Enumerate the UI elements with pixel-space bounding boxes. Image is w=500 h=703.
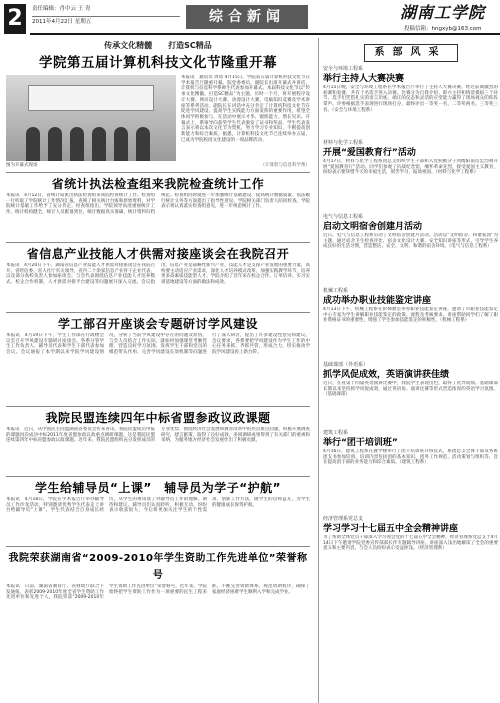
lead-photo [6,75,176,161]
photo-person [92,127,106,161]
sidebar-item [323,214,498,285]
sidebar-ribbon [323,40,498,62]
article-title: 省统计执法检查组来我院检查统计工作 [51,177,265,191]
item-body: 4月15日晚，安全与环境工程系在学术报告厅举行了主持人大赛决赛。经过前期激烈的初赛和复赛，共有十名选手进入决赛。比赛分为自我介绍、即兴主持和情景模拟三个环节，选手们凭借扎实的语言功底、端庄的仪态和灵活的应变能力赢得了现场观众的阵阵掌声。评委根据选手表现进行现场打分，最终评出一等奖一名、二等奖两名、三等奖三名。（安全与环境工程系） [323,85,498,113]
divider [6,172,310,173]
article-title: 学生给辅导员“上课” 辅导员为学子“护航” [34,481,282,495]
item-body: 近日，电气与信息工程系启动了文明宿舍创建月活动。活动以“文明宿舍、和谐家园”为主题，通过宿舍卫生检查评比、宿舍文化设计大赛、安全知识讲座等形式，引导学生养成良好的生活习惯，营造整洁、安全、文明、和谐的宿舍环境。（电气与信息工程系） [323,233,498,250]
lead-photo-block [6,75,176,168]
sidebar-column [318,38,498,703]
article-body: 本报讯 4月20日下午，湖南省信息产业技能人才供需对接座谈会在我院召开。省经信委、省人社厅有关领导，省内二十余家信息产业骨干企业代表，以及部分高校负责人参加座谈会。与会代表围绕信息产业技能人才培养模式、校企合作机制、人才供需对接平台建设等问题展开深入交流。会议指出，信息产业是战略性新兴产业，技能人才是支撑产业发展的重要力量，高校要主动适应产业需求，深化人才培养模式改革，加强实践教学环节，培养更多高素质技能型人才。学院介绍了近年来在校企合作、订单培养、实习实训基地建设等方面的做法和成效。 [6,263,310,286]
article-title: 学工部召开座谈会专题研讨学风建设 [57,317,258,331]
item-title: 成功举办职业技能鉴定讲座 [323,296,432,306]
newspaper-logo: 湖南工学院 [400,3,486,22]
item-kicker: 基础课部（外语系） [323,362,369,368]
section-title: 综合新闻 [186,5,308,29]
sidebar-item [323,66,498,137]
item-kicker: 机械工程系 [323,288,349,294]
masthead-rule [30,33,500,35]
sidebar-item [323,288,498,359]
divider [6,312,310,313]
article-title: 省信息产业技能人才供需对接座谈会在我院召开 [26,247,290,261]
sidebar-item [323,140,498,211]
lead-body: 本报讯 通讯员 周琦 4月15日，学院第五届计算机科技文化节在学术报告厅隆重开幕。院党委委员、副院长出席开幕式并讲话，计算机与信息科学系师生代表参加开幕式。本届科技文化节以“传承文化精髓、打造SC精品”为主题，历时一个月，将开展程序设计大赛、网页设计大赛、动漫设计大赛、电脑知识竞赛及学术讲座等系列活动。副院长在讲话中充分肯定了计算机科技文化节在促进学风建设、提高学生实践能力方面发挥的重要作用，希望全体同学积极参与，在活动中展示才华、锻炼能力、增长见识。开幕式上，系领导向获奖学生代表颁发了证书和奖品，学生代表发言表示将以本次文化节为契机，努力学习专业知识，不断提高创新能力和综合素质。据悉，计算机科技文化节已连续举办五届，已成为学院校园文化建设的一项品牌活动。 [181,75,310,143]
lead-credit: （计算机与信息科学系） [260,163,310,168]
article-title: 我院荣获湖南省“2009-2010年学生资助工作先进单位”荣誉称号 [8,553,308,581]
date-line: 2011年4月22日 星期五 [32,16,180,27]
item-body: 4月17日，材料与化学工程系团总支组织学生干部和入党积极分子到衡阳南岳忠烈祠开展“爱国教育行”活动。同学们参观了抗战纪念馆，缅怀革命先烈，接受爱国主义教育，纷纷表示要珍惜今天的幸福生活，刻苦学习，报效祖国。（材料与化学工程系） [323,159,498,176]
lead-story [6,75,310,168]
item-kicker: 经济管理系党总支 [323,516,364,522]
item-kicker: 安全与环境工程系 [323,66,364,72]
article-body: 本报讯 4月12日，省统计局派出执法检查组来我院检查统计工作。检查组一行听取了学院统计工作情况汇报，查阅了相关统计台账和原始资料，对学院统计基础工作给予了充分肯定。检查组指出，学院领导高度重视统计工作，统计机构健全，统计人员配备到位，统计数据真实准确，统计资料归档规范。检查组同时就进一步加强统计基础建设、提高统计数据质量、依法履行统计义务等方面提出了指导性意见。学院相关部门负责人陪同检查。学院表示将认真落实检查组意见，进一步规范统计工作。 [6,193,310,216]
masthead-meta [32,4,180,27]
sidebar-item [323,516,498,593]
lead-headline: 学院第五届计算机科技文化节隆重开幕 [39,55,277,71]
item-kicker: 材料与化学工程系 [323,140,364,146]
divider [6,406,310,407]
divider [6,242,310,243]
divider [6,476,310,477]
masthead [0,0,500,36]
photo-person [136,127,150,161]
submission-email: 投稿信箱：hngxyb@163.com [404,26,482,32]
photo-person [26,127,40,161]
item-body: 为了帮助全体党员干部深入学习领会党的十七届五中全会精神，经济管理系党总支于4月14日下午邀请学院党委宣传部部长作专题辅导讲座。讲座深入浅出地解读了全会的重要意义和主要内容，与会人员纷纷表示受益匪浅。（经济管理系） [323,535,498,552]
article-body: 本报讯 4月19日下午，学生工作部在行政楼会议室召开学风建设专题研讨座谈会。各系分管学生工作负责人、辅导员代表和学生干部代表参加会议。会议通报了本学期以来学院学风建设情况，分析了当前学风建设中存在的问题及原因。与会人员结合工作实际，就如何加强课堂考勤管理、营造良好学习氛围、发挥学生干部和党员的模范带头作用、完善学风建设长效机制等问题进行了深入研讨，提出了许多建设性意见和建议。会议要求，各系要把学风建设作为学生工作的中心任务来抓，齐抓共管，形成合力，切实推动学院学风建设再上新台阶。 [6,333,310,356]
item-title: 学习学习十七届五中全会精神讲座 [323,524,459,534]
sidebar-item [323,430,498,513]
editors-line: 责任编辑：肖中云 王 青 [32,6,91,12]
item-body: 近日，在省第十四届英语演讲比赛中，我院学生表现出色，取得了优异成绩。基础课部长期以来坚持抓学风促成效，通过英语角、演讲比赛等形式营造浓厚的英语学习氛围。（基础课部） [323,381,498,398]
article-body: 本报讯 4月18日，学院在学术报告厅举办辅导员工作沙龙活动，特别邀请优秀学生代表走上讲台给辅导员“上课”。学生代表结合自身成长经历，从学生的视角谈了对辅导员工作的理解、期待和建议。辅导员们认真聆听、积极互动，纷纷表示收获很大，今后将更加关注学生的个性需求，创新工作方法，做学生的良师益友，为学生的健康成长保驾护航。 [6,497,310,514]
sidebar-item [323,362,498,427]
item-title: 举行“团干培训班” [323,438,398,448]
article-body: 本报讯 近日，从中国民主同盟湖南省委员会传来喜讯，我院民盟成员申报的课题再次成功中标2011年度省盟参政议政重点调研课题。这是我院民盟连续第四年中标省盟参政议政课题。近年来，我院民盟组织充分发挥成员的专业优势，围绕经济社会发展和教育改革中的热点难点问题，积极开展调查研究，建言献策，取得了良好成效，多项调研成果得到了有关部门的重视和采纳，为服务地方经济社会发展作出了积极贡献。 [6,427,310,444]
page-number: 2 [4,4,26,34]
photo-caption: 图为开幕式现场 [6,163,38,168]
item-body: 4月16日，建筑工程系在教学楼举行了团干培训班开班仪式，系团总支全体干部及各班团支书参加培训。培训内容包括团的基本知识、团务工作规范、活动策划与组织等，旨在提高团干部的业务能力和综合素质。（建筑工程系） [323,449,498,466]
divider [6,546,310,547]
photo-person [70,127,84,161]
main-column [6,38,310,703]
item-title: 开展“爱国教育行”活动 [323,148,416,158]
photo-banner [28,85,154,111]
item-title: 抓学风促成效，英语演讲获佳绩 [323,370,450,380]
article-title: 我院民盟连续四年中标省盟参政议政课题 [45,411,271,425]
photo-person [114,127,128,161]
item-title: 启动文明宿舍创建月活动 [323,222,423,232]
item-body: 4月13日下午，机械工程系在阶梯教室举办职业技能鉴定讲座，邀请了市职业技能鉴定中心专家为学生讲解职业技能鉴定的政策、流程及考核要求。讲座帮助同学们了解了职业资格证书的重要性，增强了学生参加技能鉴定的积极性。（机械工程系） [323,307,498,324]
photo-person [48,127,62,161]
sidebar-ribbon-label: 系部风采 [364,44,458,62]
article-body: 本报讯 日前，湖南省教育厅、省财政厅联合下发通报，表彰2009-2010年度全省学生资助工作先进单位和先进个人，我院荣获“2009-2010年学生资助工作先进单位”荣誉称号。近年来，学院始终把学生资助工作作为一项重要的民生工程来抓，不断完善资助体系，规范资助程序，确保了家庭经济困难学生顺利入学和完成学业。 [6,584,310,601]
item-kicker: 电气与信息工程系 [323,214,364,220]
lead-slogan: 传承文化精髓 打造SC精品 [104,41,212,50]
item-kicker: 建筑工程系 [323,430,349,436]
item-title: 举行主持人大赛决赛 [323,74,405,84]
